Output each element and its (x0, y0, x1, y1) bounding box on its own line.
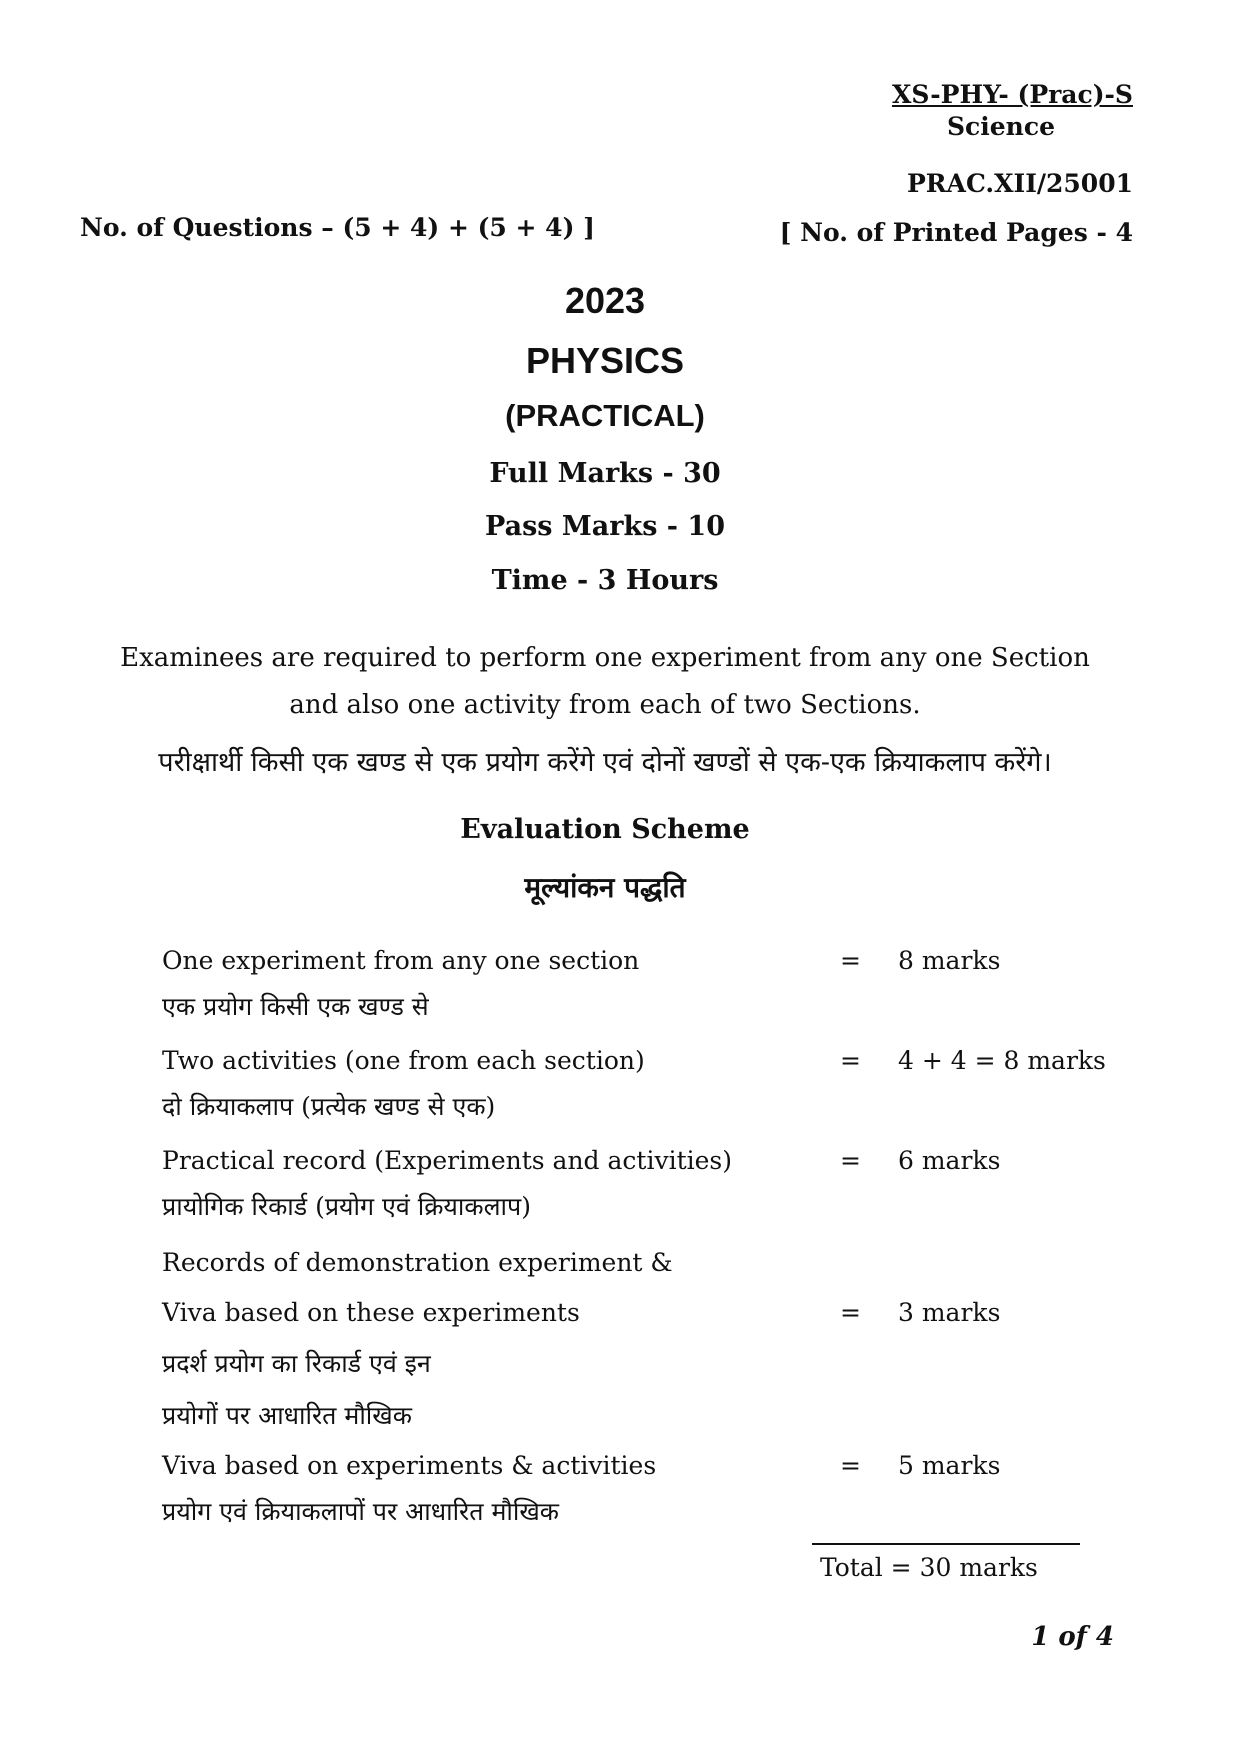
number-of-pages: [ No. of Printed Pages - 4 (779, 218, 1133, 247)
row-description: Practical record (Experiments and activities) (162, 1146, 732, 1175)
paper-code: PRAC.XII/25001 (906, 169, 1133, 198)
row-description: Viva based on experiments & activities (162, 1451, 657, 1480)
equals-sign: = (840, 1298, 861, 1327)
paper-code-top: XS-PHY- (Prac)-S (891, 80, 1133, 109)
total-divider (812, 1543, 1080, 1545)
row-description-hindi: प्रयोग एवं क्रियाकलापों पर आधारित मौखिक (162, 1497, 560, 1526)
instruction-line-1: Examinees are required to perform one experiment from any one Section (120, 643, 1090, 673)
pass-marks: Pass Marks - 10 (485, 511, 725, 542)
row-marks: 4 + 4 = 8 marks (898, 1046, 1106, 1075)
row-marks: 5 marks (898, 1451, 1001, 1480)
row-description-hindi-line-2: प्रयोगों पर आधारित मौखिक (162, 1401, 412, 1430)
row-description-hindi: प्रदर्श प्रयोग का रिकार्ड एवं इन (162, 1349, 431, 1378)
equals-sign: = (840, 946, 861, 975)
row-description-hindi: एक प्रयोग किसी एक खण्ड से (162, 992, 429, 1021)
instruction-hindi: परीक्षार्थी किसी एक खण्ड से एक प्रयोग करेंगे एवं दोनों खण्डों से एक-एक क्रियाकलाप करेंगे। (158, 747, 1052, 778)
row-description: Records of demonstration experiment & (162, 1248, 673, 1277)
row-marks: 6 marks (898, 1146, 1001, 1175)
exam-time: Time - 3 Hours (491, 565, 719, 596)
row-description-hindi: दो क्रियाकलाप (प्रत्येक खण्ड से एक) (162, 1092, 496, 1121)
full-marks: Full Marks - 30 (489, 458, 721, 489)
equals-sign: = (840, 1046, 861, 1075)
row-marks: 3 marks (898, 1298, 1001, 1327)
row-marks: 8 marks (898, 946, 1001, 975)
page-number: 1 of 4 (1031, 1622, 1114, 1652)
total-marks: Total = 30 marks (820, 1553, 1038, 1582)
row-description: Two activities (one from each section) (162, 1046, 645, 1075)
evaluation-title: Evaluation Scheme (460, 814, 750, 845)
exam-year: 2023 (564, 280, 646, 321)
equals-sign: = (840, 1146, 861, 1175)
exam-type: (PRACTICAL) (505, 398, 705, 433)
equals-sign: = (840, 1451, 861, 1480)
row-description: One experiment from any one section (162, 946, 640, 975)
subject-title: PHYSICS (525, 340, 685, 381)
row-description-line-2: Viva based on these experiments (162, 1298, 580, 1327)
number-of-questions: No. of Questions – (5 + 4) + (5 + 4) ] (80, 213, 595, 242)
stream-label: Science (947, 112, 1055, 141)
row-description-hindi: प्रायोगिक रिकार्ड (प्रयोग एवं क्रियाकलाप) (162, 1192, 531, 1221)
evaluation-title-hindi: मूल्यांकन पद्धति (524, 871, 686, 904)
instruction-line-2: and also one activity from each of two Sections. (289, 690, 921, 720)
